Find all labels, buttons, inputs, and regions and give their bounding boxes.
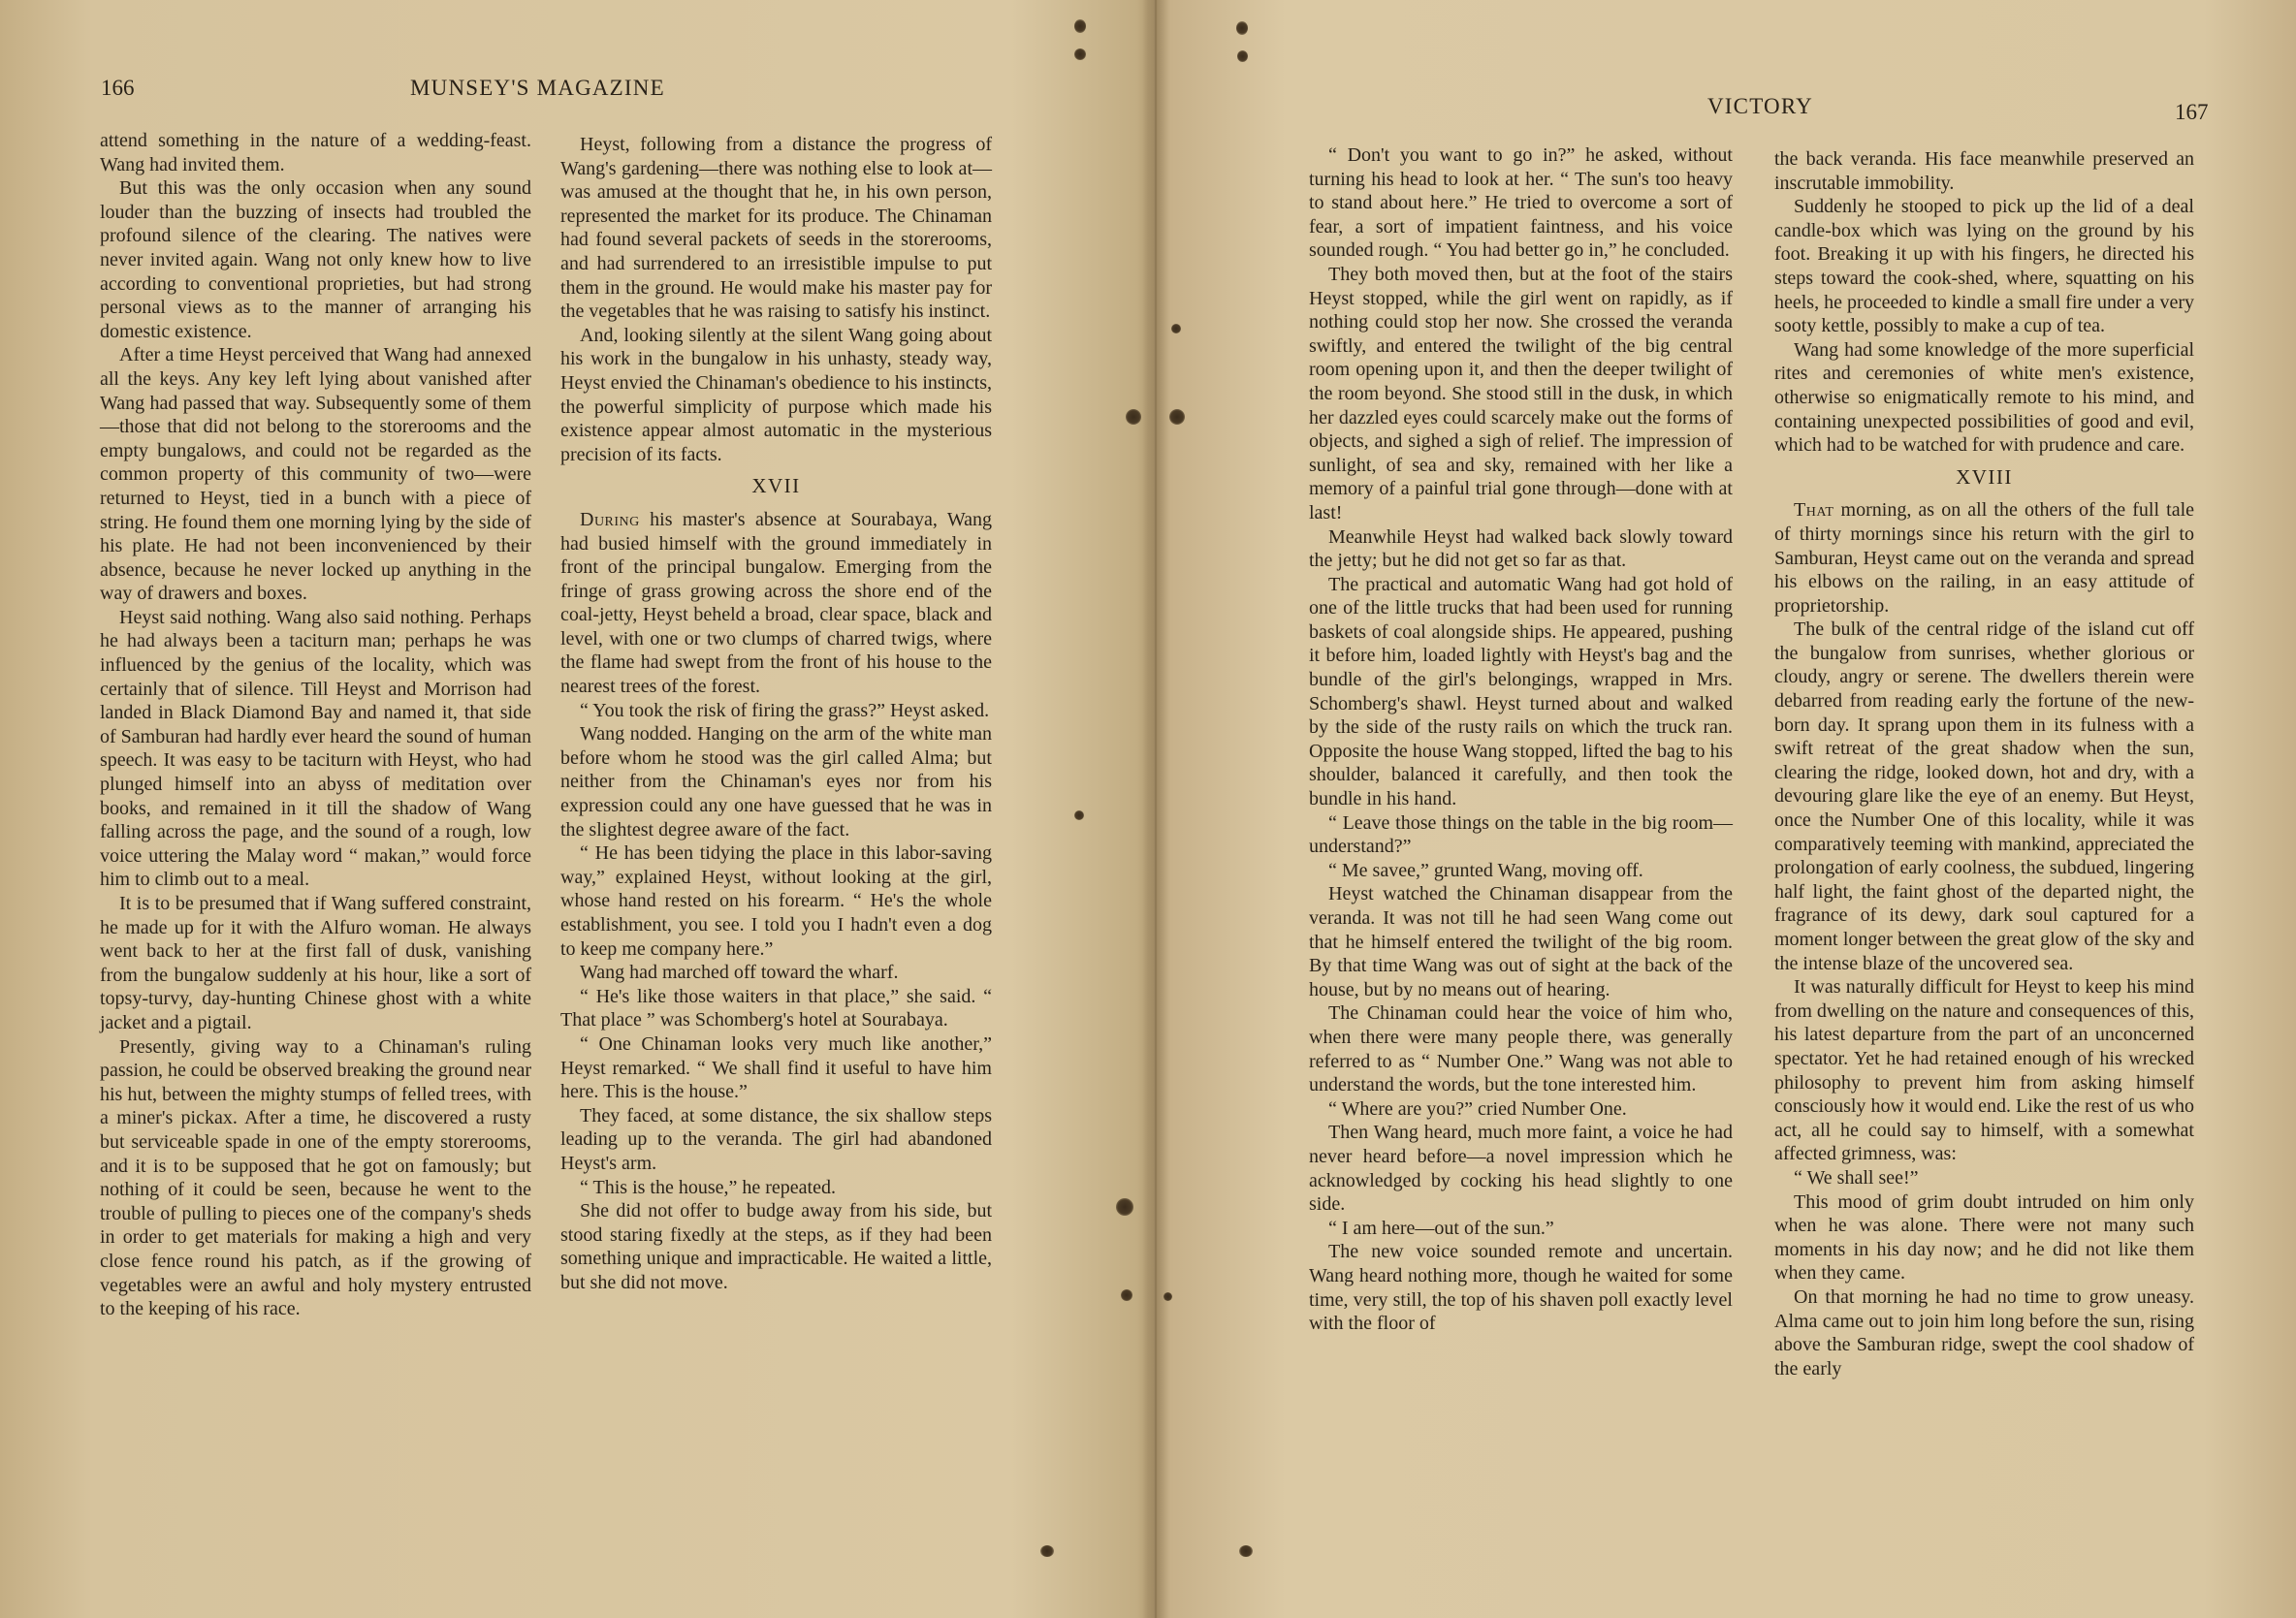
- left-column-1: [100, 129, 531, 1321]
- paragraph: “ He has been tidying the place in this labor-saving way,” explained Heyst, without looking at the girl, whose hand rested on his forearm. “ He's the whole establishment, you see. I told you I hadn't even a dog to keep me company here.”: [560, 842, 992, 960]
- paragraph: The practical and automatic Wang had got hold of one of the little trucks that had been used for running baskets of coal alongside ships. He appeared, pushing it before him, loaded lightly with Heyst's bag and the bundle of the girl's belongings, wrapped in Mrs. Schomberg's shawl. Heyst turned about and walked by the side of the rusty rails on which the truck ran. Opposite the house Wang stopped, lifted the bag to his shoulder, balanced it carefully, and then took the bundle in his hand.: [1309, 573, 1733, 810]
- left-running-head: MUNSEY'S MAGAZINE: [410, 76, 665, 100]
- paragraph: Presently, giving way to a Chinaman's ruling passion, he could be observed breaking the ground near his hut, between the mighty stumps of felled trees, with a miner's pickax. After a time, he discovered a rusty but serviceable spade in one of the empty storerooms, and it is to be supposed that he got on famously; but nothing of it could be seen, because he went to the trouble of pulling to pieces one of the company's sheds in order to get materials for making a high and very close fence round his patch, as if the growing of vegetables were an awful and holy mystery entrusted to the keeping of his race.: [100, 1035, 531, 1320]
- binding-hole: [1074, 19, 1086, 33]
- binding-hole: [1237, 50, 1248, 62]
- paragraph: “ Leave those things on the table in the big room—understand?”: [1309, 811, 1733, 858]
- paragraph: On that morning he had no time to grow uneasy. Alma came out to join him long before the sun, rising above the Samburan ridge, swept the cool shadow of the early: [1774, 1285, 2194, 1380]
- paragraph: Then Wang heard, much more faint, a voice he had never heard before—a novel impression which he acknowledged by cocking his head slightly to one side.: [1309, 1122, 1733, 1216]
- binding-hole: [1074, 48, 1086, 60]
- paragraph: “ Don't you want to go in?” he asked, without turning his head to look at her. “ The sun's too heavy to stand about here.” He tried to overcome a sort of fear, a sort of impatient faintness, and his voice sounded rough. “ You had better go in,” he concluded.: [1309, 144, 1733, 262]
- binding-hole: [1074, 810, 1084, 820]
- right-running-head: VICTORY: [1707, 94, 1813, 118]
- paragraph: The Chinaman could hear the voice of him who, when there were many people there, was generally referred to as “ Number One.” Wang was not able to understand the words, but the tone interested him.: [1309, 1002, 1733, 1096]
- binding-hole: [1171, 324, 1181, 333]
- binding-hole: [1164, 1292, 1172, 1301]
- paragraph: Wang had some knowledge of the more superficial rites and ceremonies of white men's existence, otherwise so enigmatically remote to his mind, and containing unexpected possibilities of good and evil, which had to be watched for with prudence and care.: [1774, 338, 2194, 457]
- paragraph: Wang nodded. Hanging on the arm of the white man before whom he stood was the girl called Alma; but neither from the Chinaman's eyes nor from his expression could any one have guessed that he was in the slightest degree aware of the fact.: [560, 723, 992, 841]
- paragraph: They faced, at some distance, the six shallow steps leading up to the veranda. The girl had abandoned Heyst's arm.: [560, 1104, 992, 1174]
- paragraph: Meanwhile Heyst had walked back slowly toward the jetty; but he did not get so far as that.: [1309, 525, 1733, 572]
- paragraph: Heyst said nothing. Wang also said nothing. Perhaps he had always been a taciturn man; perhaps he was influenced by the genius of the locality, which was certainly that of silence. Till Heyst and Morrison had landed in Black Diamond Bay and named it, that side of Samburan had hardly ever heard the sound of human speech. It was easy to be taciturn with Heyst, who had plunged himself into an abyss of meditation over books, and remained in it till the shadow of Wang falling across the page, and the sound of a rough, low voice uttering the Malay word “ makan,” would force him to climb out to a meal.: [100, 606, 531, 891]
- paragraph-text: morning, as on all the others of the full tale of thirty mornings since his return with the girl to Samburan, Heyst came out on the veranda and spread his elbows on the railing, in an easy attitude of proprietorship.: [1774, 499, 2194, 617]
- binding-hole: [1040, 1545, 1054, 1557]
- paragraph: “ You took the risk of firing the grass?” Heyst asked.: [580, 699, 990, 721]
- paragraph: It was naturally difficult for Heyst to keep his mind from dwelling on the nature and consequences of this, his latest departure from the part of an unconcerned spectator. Yet he had retained enough of his wrecked philosophy to prevent him from asking himself consciously how it would end. Like the rest of us who act, all he could say to himself, with a somewhat affected grimness, was:: [1774, 976, 2194, 1165]
- paragraph: The new voice sounded remote and uncertain. Wang heard nothing more, though he waited for some time, very still, the top of his shaven poll exactly level with the floor of: [1309, 1241, 1733, 1335]
- paragraph: Wang had marched off toward the wharf.: [580, 962, 899, 984]
- paragraph: attend something in the nature of a wedding-feast. Wang had invited them.: [100, 130, 531, 175]
- paragraph: “ This is the house,” he repeated.: [580, 1176, 836, 1198]
- paragraph: “ I am here—out of the sun.”: [1328, 1217, 1554, 1239]
- paragraph: “ One Chinaman looks very much like another,” Heyst remarked. “ We shall find it useful to have him here. This is the house.”: [560, 1032, 992, 1103]
- right-page: [1154, 0, 2296, 1618]
- paragraph: Heyst watched the Chinaman disappear from the veranda. It was not till he had seen Wang come out that he himself entered the twilight of the big room. By that time Wang was out of sight at the back of the house, but by no means out of hearing.: [1309, 883, 1733, 1000]
- paragraph: It is to be presumed that if Wang suffered constraint, he made up for it with the Alfuro woman. He always went back to her at the first fall of dusk, vanishing from the bungalow suddenly at his hour, like a sort of topsy-turvy, day-hunting Chinese ghost with a white jacket and a pigtail.: [100, 893, 531, 1033]
- paragraph: the back veranda. His face meanwhile preserved an inscrutable immobility.: [1774, 148, 2194, 194]
- binding-hole: [1236, 21, 1248, 35]
- chapter-heading: XVII: [751, 474, 801, 498]
- small-caps-lead: That: [1794, 499, 1834, 522]
- chapter-opening-paragraph: [560, 508, 992, 699]
- paragraph: This mood of grim doubt intruded on him only when he was alone. There were not many such moments in his day now; and he did not like them when they came.: [1774, 1190, 2194, 1285]
- binding-hole: [1239, 1545, 1253, 1557]
- binding-hole: [1116, 1198, 1133, 1216]
- paragraph: After a time Heyst perceived that Wang had annexed all the keys. Any key left lying about vanished after Wang had passed that way. Subsequently some of them—those that did not belong to the storerooms and the empty bungalows, and could not be regarded as the common property of this community of two—were returned to Heyst, tied in a bunch with a piece of string. He found them one morning lying by the side of his plate. He had not been inconvenienced by their absence, because he never locked up anything in the way of drawers and boxes.: [100, 344, 531, 605]
- paragraph: They both moved then, but at the foot of the stairs Heyst stopped, while the girl went on rapidly, as if nothing could stop her now. She crossed the veranda swiftly, and entered the twilight of the big central room opening upon it, and then the deeper twilight of the room beyond. She stood still in the dusk, in which her dazzled eyes could scarcely make out the forms of objects, and sighed a sigh of relief. The impression of sunlight, of sea and sky, remained with her like a memory of a painful trial gone through—done with at last!: [1309, 263, 1733, 523]
- paragraph-text: his master's absence at Sourabaya, Wang had busied himself with the ground immediately in front of the principal bungalow. Emerging from the fringe of grass growing across the shore end of the coal-jetty, Heyst beheld a broad, clear space, black and level, with one or two clumps of charred twigs, where the flame had swept from the front of his house to the nearest trees of the forest.: [560, 508, 992, 698]
- left-column-2: [560, 133, 992, 1295]
- binding-hole: [1169, 409, 1185, 425]
- chapter-opening-paragraph: [1774, 498, 2194, 618]
- right-page-number: 167: [2175, 100, 2209, 124]
- paragraph: “ Me savee,” grunted Wang, moving off.: [1328, 859, 1643, 881]
- paragraph: Suddenly he stooped to pick up the lid of a deal candle-box which was lying on the ground by his foot. Breaking it up with his fingers, he directed his steps toward the cook-shed, where, squatting on his heels, he proceeded to kindle a small fire under a very sooty kettle, possibly to make a cup of tea.: [1774, 196, 2194, 337]
- chapter-heading: XVIII: [1956, 464, 2013, 489]
- right-column-1: [1309, 143, 1733, 1336]
- paragraph: And, looking silently at the silent Wang going about his work in the bungalow in his unhasty, steady way, Heyst envied the Chinaman's obedience to his instincts, the powerful simplicity of purpose which made his existence appear almost automatic in the mysterious precision of its facts.: [560, 324, 992, 465]
- paragraph: “ He's like those waiters in that place,” she said. “ That place ” was Schomberg's hotel at Sourabaya.: [560, 985, 992, 1031]
- paragraph: The bulk of the central ridge of the island cut off the bungalow from sunrises, whether glorious or cloudy, angry or serene. The dwellers therein were debarred from reading early the fortune of the new-born day. It sprang upon them in its fulness with a swift retreat of the great shadow when the sun, clearing the ridge, looked down, hot and dry, with a devouring glare like the eye of an enemy. But Heyst, once the Number One of this locality, while it was comparatively teeming with mankind, appreciated the prolongation of early coolness, the subdued, lingering half light, the faint ghost of the departed night, the fragrance of its dewy, dark soul captured for a moment longer between the great glow of the sky and the intense blaze of the uncovered sea.: [1774, 619, 2194, 974]
- binding-hole: [1126, 409, 1141, 425]
- paragraph: But this was the only occasion when any sound louder than the buzzing of insects had troubled the profound silence of the clearing. The natives were never invited again. Wang not only knew how to live according to conventional proprieties, but had strong personal views as to the manner of arranging his domestic existence.: [100, 177, 531, 342]
- paragraph: “ Where are you?” cried Number One.: [1328, 1097, 1627, 1120]
- small-caps-lead: During: [580, 508, 640, 530]
- left-page-number: 166: [101, 76, 135, 100]
- paragraph: Heyst, following from a distance the progress of Wang's gardening—there was nothing else to look at—was amused at the thought that he, in his own person, represented the market for its produce. The Chinaman had found several packets of seeds in the storerooms, and had surrendered to an irresistible impulse to put them in the ground. He would make his master pay for the vegetables that he was raising to satisfy his instinct.: [560, 134, 992, 323]
- binding-hole: [1121, 1289, 1132, 1301]
- paragraph: “ We shall see!”: [1794, 1166, 1919, 1189]
- right-column-2: [1774, 147, 2194, 1380]
- paragraph: She did not offer to budge away from his side, but stood staring fixedly at the steps, as if they had been something unique and impracticable. He waited a little, but she did not move.: [560, 1200, 992, 1293]
